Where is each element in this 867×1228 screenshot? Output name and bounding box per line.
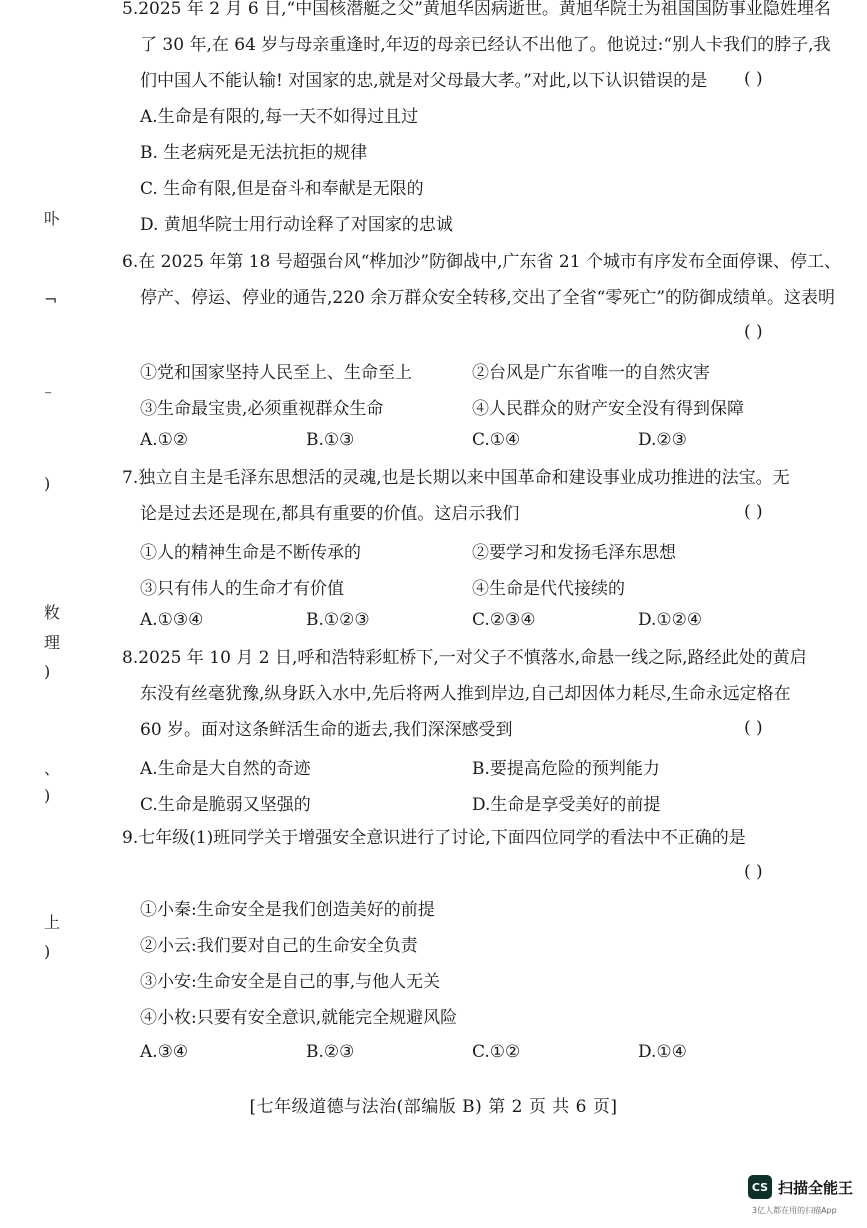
question-7-stem-line-2: 论是过去还是现在,都具有重要的价值。这启示我们 — [140, 504, 520, 524]
question-8-option-c: C.生命是脆弱又坚强的 — [140, 795, 311, 815]
question-8-stem-line-3: 60 岁。面对这条鲜活生命的逝去,我们深深感受到 — [140, 720, 513, 740]
question-6-item-2: ②台风是广东省唯一的自然灾害 — [472, 363, 710, 383]
question-5-stem-line-1: 5.2025 年 2 月 6 日,“中国核潜艇之父”黄旭华因病逝世。黄旭华院士为祖国国防事业隐姓埋名 — [122, 0, 831, 19]
question-9-stem-line-1: 9.七年级(1)班同学关于增强安全意识进行了讨论,下面四位同学的看法中不正确的是 — [122, 828, 746, 848]
question-7-item-1: ①人的精神生命是不断传承的 — [140, 543, 361, 563]
question-6-stem-line-2: 停产、停运、停业的通告,220 余万群众安全转移,交出了全省“零死亡”的防御成绩单。这表明 — [140, 288, 836, 308]
camscanner-logo-icon: CS — [748, 1175, 772, 1199]
margin-fragment: ) — [44, 942, 51, 961]
answer-bracket: ( ) — [744, 69, 763, 89]
question-7-choice-a: A.①③④ — [140, 610, 204, 630]
answer-bracket: ( ) — [744, 502, 763, 522]
question-5-option-b: B. 生老病死是无法抗拒的规律 — [140, 143, 368, 163]
scanner-watermark — [748, 1175, 853, 1199]
scanner-app-name: 扫描全能王 — [778, 1178, 854, 1197]
margin-fragment: 上 — [44, 913, 61, 932]
question-6-item-1: ①党和国家坚持人民至上、生命至上 — [140, 363, 412, 383]
question-6-choice-a: A.①② — [140, 430, 189, 450]
question-5-stem-line-3: 们中国人不能认输! 对国家的忠,就是对父母最大孝。”对此,以下认识错误的是 — [140, 71, 708, 91]
question-7-choice-b: B.①②③ — [306, 610, 370, 630]
margin-fragment: ¬ — [44, 290, 58, 309]
question-9-choice-b: B.②③ — [306, 1042, 355, 1062]
question-7-choice-c: C.②③④ — [472, 610, 536, 630]
margin-fragment: ) — [44, 786, 51, 805]
answer-bracket: ( ) — [744, 862, 763, 882]
question-7-item-3: ③只有伟人的生命才有价值 — [140, 579, 344, 599]
margin-fragment: 卟 — [44, 209, 61, 228]
question-9-choice-d: D.①④ — [638, 1042, 687, 1062]
question-9-item-3: ③小安:生命安全是自己的事,与他人无关 — [140, 972, 441, 992]
margin-fragment: 敉 — [44, 603, 61, 622]
question-8-option-b: B.要提高危险的预判能力 — [472, 759, 660, 779]
question-9-item-4: ④小枚:只要有安全意识,就能完全规避风险 — [140, 1008, 458, 1028]
question-6-choice-c: C.①④ — [472, 430, 521, 450]
margin-fragment: 、 — [44, 759, 61, 778]
question-5-option-c: C. 生命有限,但是奋斗和奉献是无限的 — [140, 179, 424, 199]
question-8-stem-line-2: 东没有丝毫犹豫,纵身跃入水中,先后将两人推到岸边,自己却因体力耗尽,生命永远定格在 — [140, 684, 791, 704]
question-8-stem-line-1: 8.2025 年 10 月 2 日,呼和浩特彩虹桥下,一对父子不慎落水,命悬一线之际,路经此处的黄启 — [122, 648, 807, 668]
page-footer: [七年级道德与法治(部编版 B) 第 2 页 共 6 页] — [249, 1097, 618, 1117]
question-7-item-2: ②要学习和发扬毛泽东思想 — [472, 543, 676, 563]
question-6-item-4: ④人民群众的财产安全没有得到保障 — [472, 399, 744, 419]
margin-fragment: ) — [44, 474, 51, 493]
question-7-item-4: ④生命是代代接续的 — [472, 579, 625, 599]
question-6-stem-line-1: 6.在 2025 年第 18 号超强台风“桦加沙”防御战中,广东省 21 个城市有序发布全面停课、停工、 — [122, 252, 841, 272]
question-9-item-1: ①小秦:生命安全是我们创造美好的前提 — [140, 900, 435, 920]
scanner-tagline: 3亿人都在用的扫描App — [752, 1206, 837, 1215]
question-6-choice-d: D.②③ — [638, 430, 687, 450]
question-9-item-2: ②小云:我们要对自己的生命安全负责 — [140, 936, 418, 956]
question-7-stem-line-1: 7.独立自主是毛泽东思想活的灵魂,也是长期以来中国革命和建设事业成功推进的法宝。无 — [122, 468, 790, 488]
question-7-choice-d: D.①②④ — [638, 610, 703, 630]
answer-bracket: ( ) — [744, 322, 763, 342]
margin-fragment: ) — [44, 662, 51, 681]
question-8-option-a: A.生命是大自然的奇迹 — [140, 759, 311, 779]
question-9-choice-a: A.③④ — [140, 1042, 189, 1062]
question-8-option-d: D.生命是享受美好的前提 — [472, 795, 661, 815]
margin-fragment: 理 — [44, 633, 61, 652]
question-6-item-3: ③生命最宝贵,必须重视群众生命 — [140, 399, 384, 419]
answer-bracket: ( ) — [744, 718, 763, 738]
question-5-option-d: D. 黄旭华院士用行动诠释了对国家的忠诚 — [140, 215, 453, 235]
question-5-option-a: A.生命是有限的,每一天不如得过且过 — [140, 107, 419, 127]
margin-fragment: ⁻ — [44, 386, 53, 405]
question-9-choice-c: C.①② — [472, 1042, 521, 1062]
question-5-stem-line-2: 了 30 年,在 64 岁与母亲重逢时,年迈的母亲已经认不出他了。他说过:“别人卡我们的脖子,我 — [140, 35, 831, 55]
question-6-choice-b: B.①③ — [306, 430, 355, 450]
